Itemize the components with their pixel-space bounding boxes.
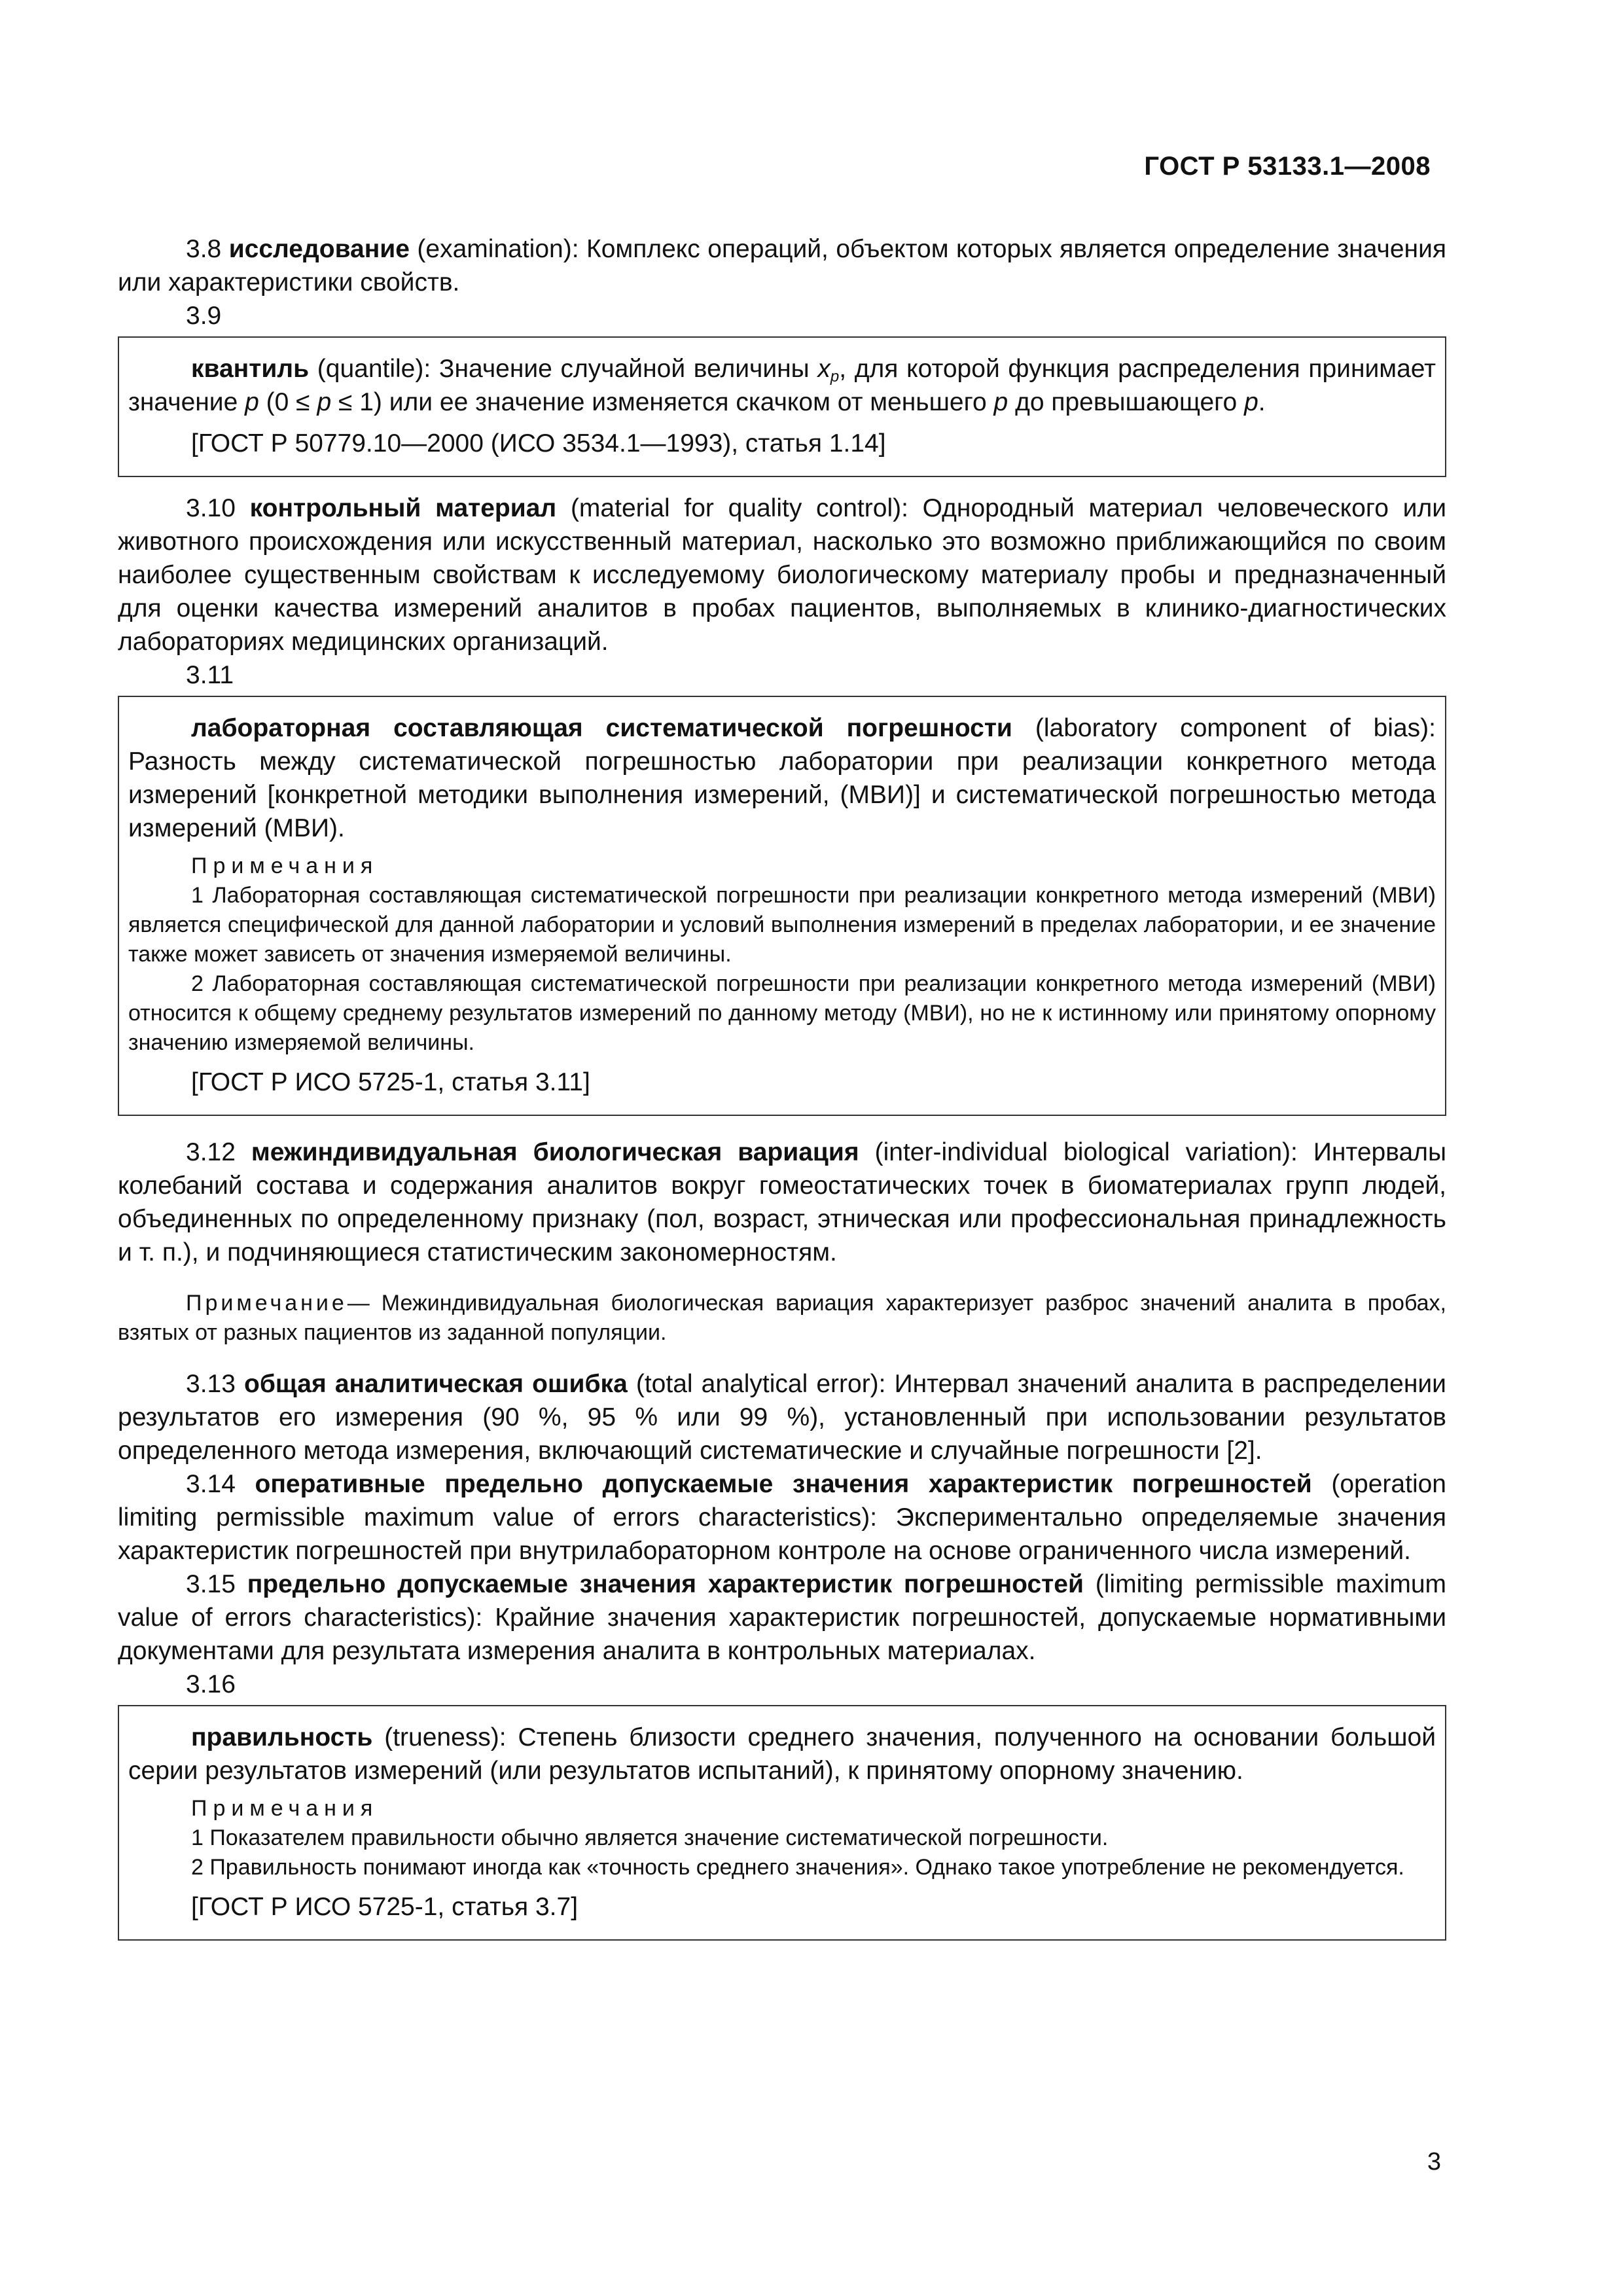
note-text: — Межиндивидуальная биологическая вариация характеризует разброс значений аналита в пробах, взятых от разных пациентов из заданной популяции. [118,1291,1446,1345]
term: исследование [228,235,410,263]
variable: x [817,355,830,383]
term-english: (quantile): [317,355,431,383]
source-reference: [ГОСТ Р ИСО 5725-1, статья 3.11] [191,1068,590,1096]
term-english: (examination): [417,235,579,263]
definition-text: Экспериментально определяемые значения характеристик погрешностей при внутрилабораторном контроле на основе ограниченного числа измерений. [118,1503,1446,1565]
definition-3-9 [128,352,1436,419]
document-code-header: ГОСТ Р 53133.1—2008 [1144,152,1431,181]
term: квантиль [191,355,310,383]
definition-text: (0 ≤ [266,388,310,416]
definition-text: Комплекс операций, объектом которых является определение значения или характеристики свойств. [118,235,1446,296]
term-english: (material for quality control): [570,494,908,522]
definition-3-14 [118,1467,1446,1568]
variable: p [993,388,1008,416]
definition-3-16 [128,1721,1436,1787]
definition-text: Интервал значений аналита в распределении результатов его измерения (90 %, 95 % или 99 %), установленный при использовании результатов определенного метода измерения, включающий систематические и случайные погрешности [2]. [118,1370,1446,1465]
section-number-3-9: 3.9 [186,302,222,330]
definition-text: до превышающего [1015,388,1238,416]
definition-box-3-11 [118,696,1446,1116]
note-1: 1 Лабораторная составляющая систематической погрешности при реализации конкретного метода измерений (МВИ) является специфической для данной лаборатории и условий выполнения измерений в пределах лаборатории, и ее значение также может зависеть от значения измеряемой величины. [128,883,1436,967]
section-number: 3.12 [186,1138,236,1166]
notes-heading: Примечания [191,1796,379,1821]
definition-text: Интервалы колебаний состава и содержания аналитов вокруг гомеостатических точек в биоматериалах групп людей, объединенных по определенному признаку (пол, возраст, этническая или профессиональная принадлежность и т. п.), и подчиняющиеся статистическим закономерностям. [118,1138,1446,1266]
note-2: 2 Лабораторная составляющая систематической погрешности при реализации конкретного метода измерений (МВИ) относится к общему среднему результатов измерений по данному методу (МВИ), но не к истинному или принятому опорному значению измеряемой величины. [128,971,1436,1055]
section-number: 3.10 [186,494,236,522]
definition-text: Разность между систематической погрешностью лаборатории при реализации конкретного метода измерений [конкретной методики выполнения измерений, (МВИ)] и систематической погрешностью метода измерений (МВИ). [128,747,1436,842]
source-reference: [ГОСТ Р ИСО 5725-1, статья 3.7] [191,1893,579,1921]
definition-text: Крайние значения характеристик погрешностей, допускаемые нормативными документами для результата измерения аналита в контрольных материалах. [118,1604,1446,1665]
definition-text: , для которой функция распределения принимает значение [128,355,1436,416]
definition-3-15 [118,1568,1446,1668]
section-number: 3.8 [186,235,222,263]
variable-subscript: p [830,368,840,386]
variable: p [317,388,332,416]
definition-text: Однородный материал человеческого или животного происхождения или искусственный материал, насколько это возможно приближающийся по своим наиболее существенным свойствам к исследуемому биологическому материалу пробы и предназначенный для оценки качества измерений аналитов в пробах пациентов, выполняемых в клинико-диагностических лабораториях медицинских организаций. [118,494,1446,656]
term: правильность [191,1723,373,1751]
note-2: 2 Правильность понимают иногда как «точность среднего значения». Однако такое употребление не рекомендуется. [191,1855,1404,1880]
section-number: 3.13 [186,1370,236,1398]
page-number: 3 [1427,2148,1441,2176]
term: межиндивидуальная биологическая вариация [251,1138,859,1166]
term-english: (trueness): [384,1723,507,1751]
definition-box-3-16 [118,1705,1446,1941]
definition-box-3-9 [118,336,1446,477]
definition-text: Степень близости среднего значения, полученного на основании большой серии результатов измерений (или результатов испытаний), к принятому опорному значению. [128,1723,1436,1785]
note-label: Примечание [186,1291,348,1316]
note-3-12 [118,1289,1446,1348]
source-reference: [ГОСТ Р 50779.10—2000 (ИСО 3534.1—1993), статья 1.14] [191,429,886,457]
definition-3-8 [118,232,1446,299]
section-number-3-16: 3.16 [186,1670,236,1698]
definition-text: ≤ 1) или ее значение изменяется скачком от меньшего [338,388,987,416]
notes-heading: Примечания [191,853,379,878]
definition-3-13 [118,1367,1446,1467]
variable: p [1244,388,1258,416]
document-body [118,232,1446,1955]
term-english: (operation limiting permissible maximum value of errors characteristics): [118,1470,1446,1532]
variable: p [245,388,259,416]
term-english: (total analytical error): [635,1370,886,1398]
definition-text: Значение случайной величины [438,355,810,383]
term-english: (inter-individual biological variation): [874,1138,1298,1166]
note-1: 1 Показателем правильности обычно является значение систематической погрешности. [191,1825,1109,1850]
term: оперативные предельно допускаемые значения характеристик погрешностей [255,1470,1312,1498]
term: предельно допускаемые значения характеристик погрешностей [247,1570,1084,1598]
section-number: 3.15 [186,1570,236,1598]
term: контрольный материал [249,494,557,522]
definition-text: . [1258,388,1266,416]
term-english: (limiting permissible maximum value of errors characteristics): [118,1570,1446,1632]
term-english: (laboratory component of bias): [1035,714,1436,742]
definition-3-12 [118,1136,1446,1269]
definition-3-11 [128,711,1436,845]
term: лабораторная составляющая систематической погрешности [191,714,1012,742]
section-number: 3.14 [186,1470,236,1498]
term: общая аналитическая ошибка [244,1370,628,1398]
definition-3-10 [118,492,1446,658]
section-number-3-11: 3.11 [186,661,234,689]
